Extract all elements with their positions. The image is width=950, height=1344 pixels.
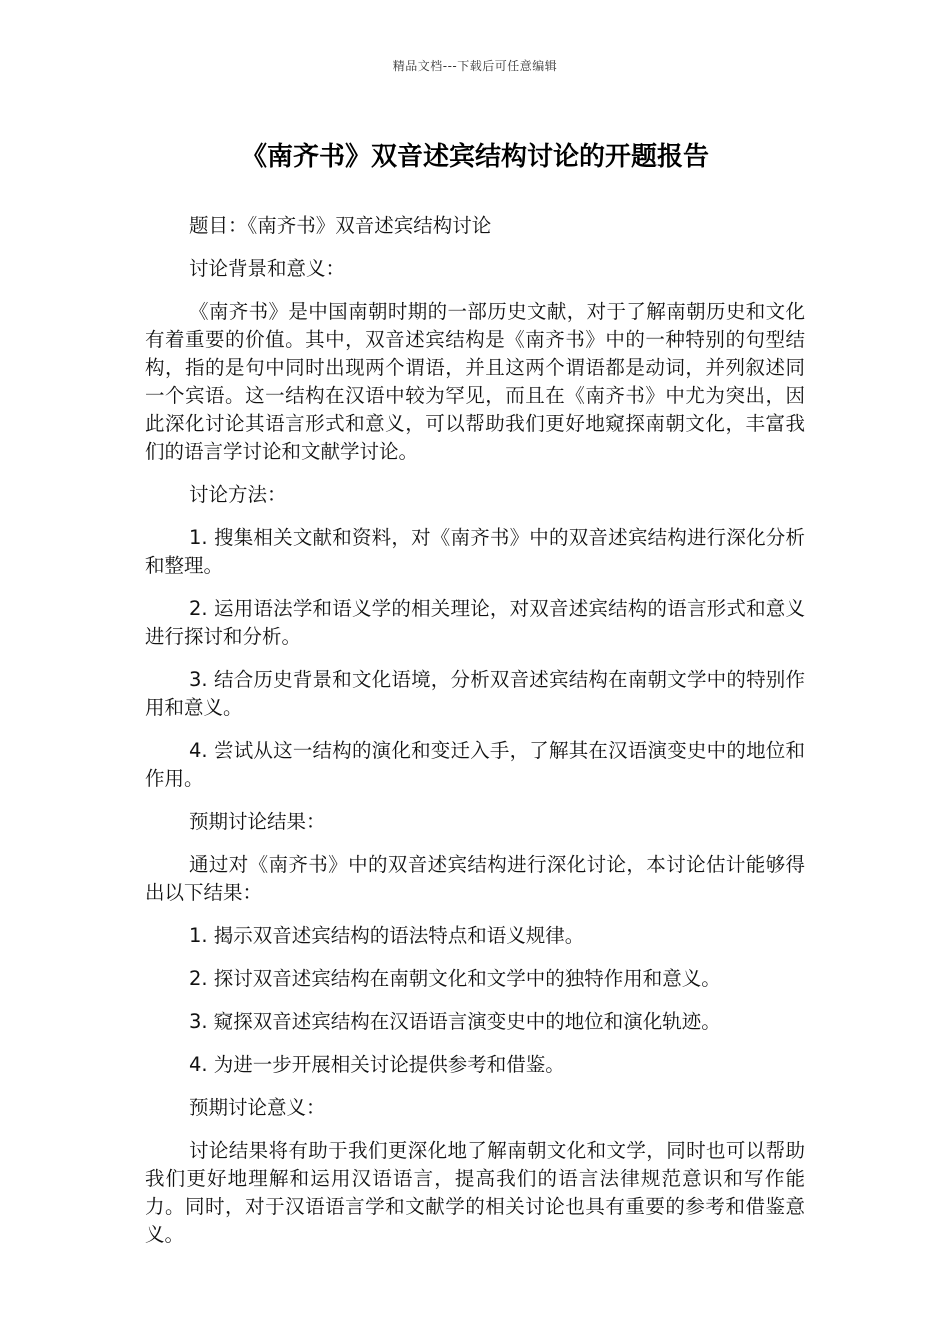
paragraph-background: 《南齐书》是中国南朝时期的一部历史文献，对于了解南朝历史和文化有着重要的价值。其中，双音述宾结构是《南齐书》中的一种特别的句型结构，指的是句中同时出现两个谓语，并且这两个谓语都是动词，并列叙述同一个宾语。这一结构在汉语中较为罕见，而且在《南齐书》中尤为突出，因此深化讨论其语言形式和意义，可以帮助我们更好地窥探南朝文化，丰富我们的语言学讨论和文献学讨论。	[145, 300, 805, 463]
paragraph-result-4: 4. 为进一步开展相关讨论提供参考和借鉴。	[189, 1053, 565, 1076]
paragraph-background-heading: 讨论背景和意义：	[189, 257, 346, 280]
paragraph-result-1: 1. 揭示双音述宾结构的语法特点和语义规律。	[189, 924, 585, 947]
document-body	[145, 212, 805, 1264]
paragraph-results-heading: 预期讨论结果：	[189, 810, 326, 833]
paragraph-topic: 题目：《南齐书》双音述宾结构讨论	[189, 214, 492, 237]
paragraph-significance: 讨论结果将有助于我们更深化地了解南朝文化和文学，同时也可以帮助我们更好地理解和运用汉语语言，提高我们的语言法律规范意识和写作能力。同时，对于汉语语言学和文献学的相关讨论也具有重要的参考和借鉴意义。	[145, 1139, 805, 1246]
paragraph-method-4: 4. 尝试从这一结构的演化和变迁入手，了解其在汉语演变史中的地位和作用。	[145, 739, 805, 790]
paragraph-method-2: 2. 运用语法学和语义学的相关理论，对双音述宾结构的语言形式和意义进行探讨和分析。	[145, 597, 805, 648]
paragraph-method-3: 3. 结合历史背景和文化语境，分析双音述宾结构在南朝文学中的特别作用和意义。	[145, 668, 805, 719]
paragraph-results-intro: 通过对《南齐书》中的双音述宾结构进行深化讨论，本讨论估计能够得出以下结果：	[145, 853, 805, 904]
paragraph-method-heading: 讨论方法：	[189, 483, 287, 506]
paragraph-result-3: 3. 窥探双音述宾结构在汉语语言演变史中的地位和演化轨迹。	[189, 1010, 721, 1033]
paragraph-result-2: 2. 探讨双音述宾结构在南朝文化和文学中的独特作用和意义。	[189, 967, 721, 990]
document-title: 《南齐书》双音述宾结构讨论的开题报告	[240, 142, 709, 172]
paragraph-method-1: 1. 搜集相关文献和资料，对《南齐书》中的双音述宾结构进行深化分析和整理。	[145, 526, 805, 577]
header-watermark: 精品文档---下载后可任意编辑	[392, 59, 558, 73]
paragraph-significance-heading: 预期讨论意义：	[189, 1096, 326, 1119]
